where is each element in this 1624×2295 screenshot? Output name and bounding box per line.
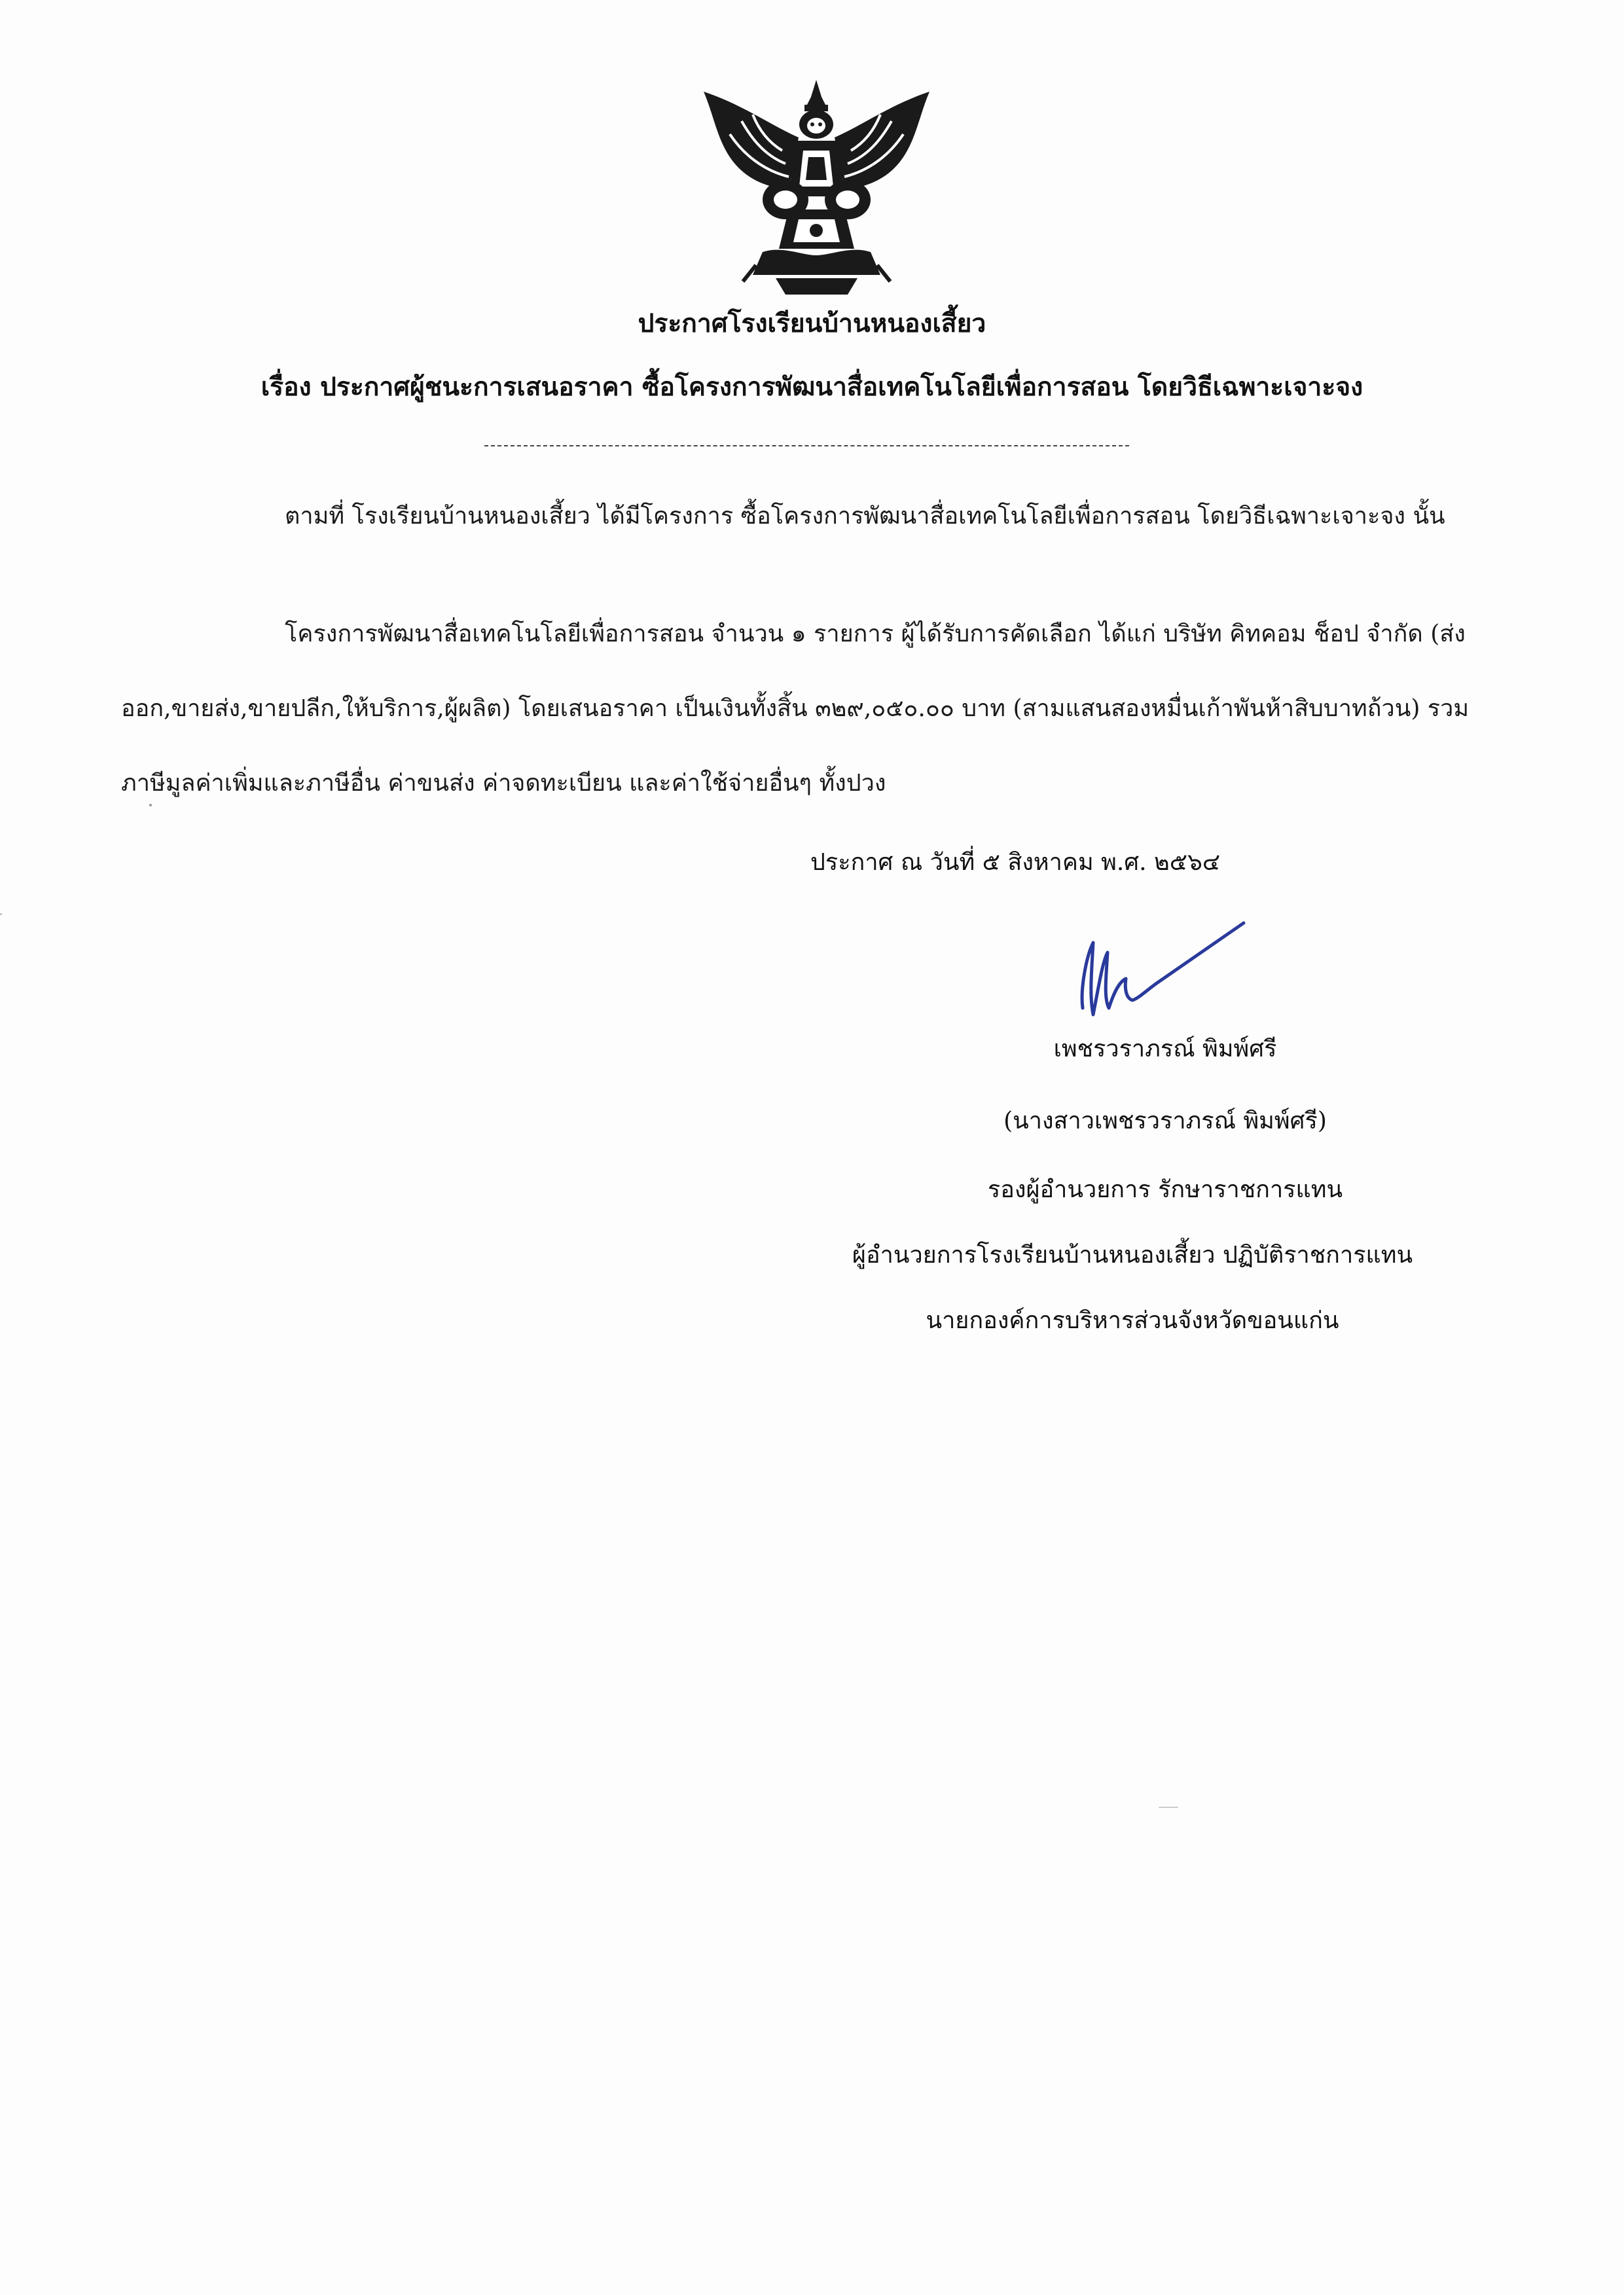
announcement-subject: เรื่อง ประกาศผู้ชนะการเสนอราคา ซื้อโครงการพัฒนาสื่อเทคโนโลยีเพื่อการสอน โดยวิธีเฉพาะเจาะจง <box>261 372 1363 402</box>
body-paragraph-1 <box>121 479 1483 554</box>
scan-speck <box>149 804 152 806</box>
body-paragraph-2 <box>121 597 1483 821</box>
announcement-date: ประกาศ ณ วันที่ ๕ สิงหาคม พ.ศ. ๒๕๖๔ <box>810 849 1221 876</box>
handwritten-signature-icon <box>1074 916 1250 1021</box>
signatory-position-1: รองผู้อำนวยการ รักษาราชการแทน <box>987 1176 1343 1203</box>
signatory-full-name: (นางสาวเพชรวราภรณ์ พิมพ์ศรี) <box>1003 1108 1327 1134</box>
paragraph-text: ตามที่ โรงเรียนบ้านหนองเสี้ยว ได้มีโครงการ ซื้อโครงการพัฒนาสื่อเทคโนโลยีเพื่อการสอน โดยวิธีเฉพาะเจาะจง นั้น <box>285 503 1445 530</box>
paragraph-text: โครงการพัฒนาสื่อเทคโนโลยีเพื่อการสอน จำนวน ๑ รายการ ผู้ได้รับการคัดเลือก ได้แก่ บริษัท คิทคอม ช็อป จำกัด (ส่งออก,ขายส่ง,ขายปลีก,ให้บริการ,ผู้ผลิต) โดยเสนอราคา เป็นเงินทั้งสิ้น ๓๒๙,๐๕๐.๐๐ บาท (สามแสนสองหมื่นเก้าพันห้าสิบบาทถ้วน) รวมภาษีมูลค่าเพิ่มและภาษีอื่น ค่าขนส่ง ค่าจดทะเบียน และค่าใช้จ่ายอื่นๆ ทั้งปวง <box>121 621 1470 797</box>
garuda-emblem-icon <box>691 79 943 298</box>
signatory-name: เพชรวราภรณ์ พิมพ์ศรี <box>1053 1036 1277 1062</box>
scan-speck <box>0 913 2 915</box>
scan-speck <box>1159 1807 1178 1808</box>
signatory-position-3: นายกองค์การบริหารส่วนจังหวัดขอนแก่น <box>926 1307 1339 1334</box>
announcement-title: ประกาศโรงเรียนบ้านหนองเสี้ยว <box>638 308 986 338</box>
title-separator <box>484 445 1129 446</box>
signatory-position-2: ผู้อำนวยการโรงเรียนบ้านหนองเสี้ยว ปฏิบัติราชการแทน <box>852 1242 1413 1269</box>
